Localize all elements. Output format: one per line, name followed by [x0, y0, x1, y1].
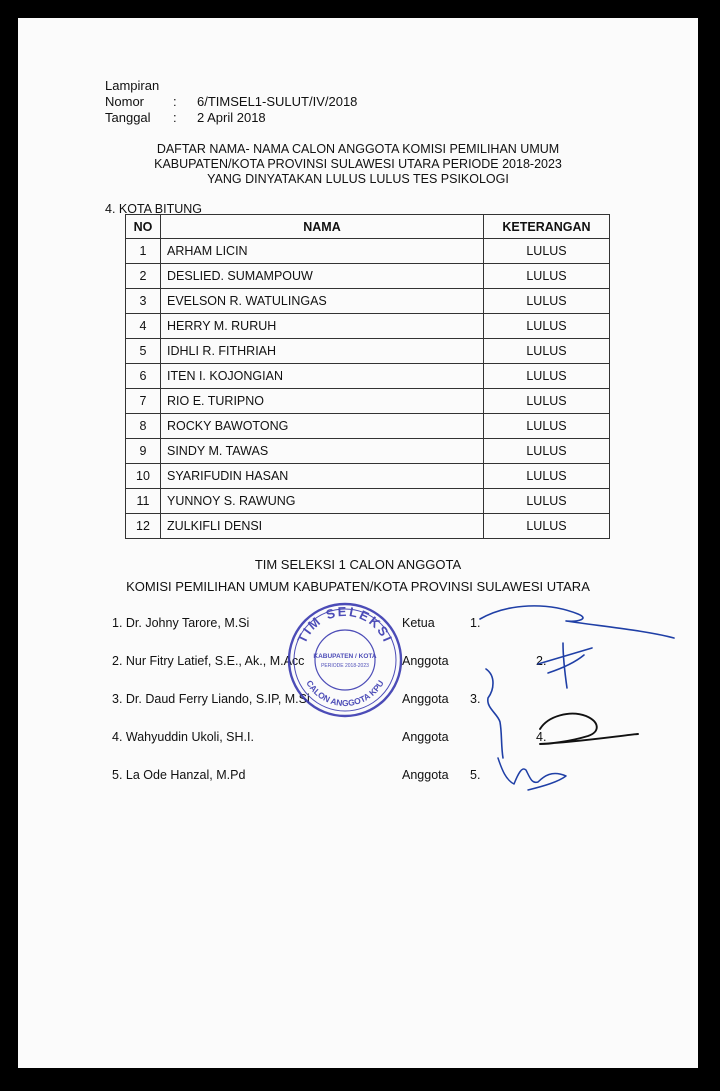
- member-name: 1. Dr. Johny Tarore, M.Si: [112, 616, 250, 630]
- svg-text:TIM SELEKSI: [294, 604, 396, 646]
- row-no: 11: [126, 489, 161, 514]
- signature-number: 5.: [470, 768, 481, 782]
- member-role: Anggota: [402, 654, 449, 668]
- stamp-center-line-1: KABUPATEN / KOTA: [313, 653, 377, 660]
- row-nama: IDHLI R. FITHRIAH: [161, 339, 484, 364]
- row-nama: ITEN I. KOJONGIAN: [161, 364, 484, 389]
- row-keterangan: LULUS: [484, 289, 610, 314]
- row-keterangan: LULUS: [484, 239, 610, 264]
- signature-1: [480, 606, 674, 638]
- row-no: 2: [126, 264, 161, 289]
- member-role: Anggota: [402, 730, 449, 744]
- row-no: 9: [126, 439, 161, 464]
- tanggal-value: 2 April 2018: [197, 110, 266, 125]
- header-no: NO: [126, 215, 161, 239]
- row-no: 10: [126, 464, 161, 489]
- signature-2: [538, 643, 592, 688]
- stamp-center-line-2: PERIODE 2018-2023: [321, 663, 369, 669]
- document-page: [18, 18, 698, 1068]
- team-heading-1: TIM SELEKSI 1 CALON ANGGOTA: [254, 557, 462, 572]
- stamp-top-text: TIM SELEKSI: [294, 603, 396, 646]
- row-no: 12: [126, 514, 161, 539]
- stamp-and-signatures: [18, 18, 698, 1068]
- row-nama: YUNNOY S. RAWUNG: [161, 489, 484, 514]
- member-name: 3. Dr. Daud Ferry Liando, S.IP, M.Si: [112, 692, 310, 706]
- row-no: 5: [126, 339, 161, 364]
- lampiran-label: Lampiran: [105, 78, 160, 93]
- row-keterangan: LULUS: [484, 389, 610, 414]
- signature-number: 1.: [470, 616, 481, 630]
- row-nama: DESLIED. SUMAMPOUW: [161, 264, 484, 289]
- signature-3: [486, 669, 503, 758]
- stamp-bottom-text: CALON ANGGOTA KPU: [304, 678, 386, 708]
- row-nama: EVELSON R. WATULINGAS: [161, 289, 484, 314]
- row-keterangan: LULUS: [484, 514, 610, 539]
- signature-5: [498, 758, 566, 790]
- row-keterangan: LULUS: [484, 264, 610, 289]
- team-heading-2: KOMISI PEMILIHAN UMUM KABUPATEN/KOTA PROVINSI SULAWESI UTARA: [126, 579, 590, 594]
- nomor-value: 6/TIMSEL1-SULUT/IV/2018: [197, 94, 358, 109]
- row-nama: ZULKIFLI DENSI: [161, 514, 484, 539]
- row-nama: SYARIFUDIN HASAN: [161, 464, 484, 489]
- signature-number: 3.: [470, 692, 481, 706]
- signature-4: [540, 714, 638, 744]
- row-no: 3: [126, 289, 161, 314]
- member-role: Anggota: [402, 768, 449, 782]
- member-name: 5. La Ode Hanzal, M.Pd: [112, 768, 246, 782]
- row-keterangan: LULUS: [484, 464, 610, 489]
- row-nama: ROCKY BAWOTONG: [161, 414, 484, 439]
- row-keterangan: LULUS: [484, 489, 610, 514]
- document-title-line-3: YANG DINYATAKAN LULUS LULUS TES PSIKOLOGI: [207, 172, 509, 186]
- row-keterangan: LULUS: [484, 339, 610, 364]
- row-nama: ARHAM LICIN: [161, 239, 484, 264]
- row-no: 7: [126, 389, 161, 414]
- row-keterangan: LULUS: [484, 314, 610, 339]
- row-nama: RIO E. TURIPNO: [161, 389, 484, 414]
- row-no: 1: [126, 239, 161, 264]
- tanggal-label: Tanggal: [105, 110, 151, 125]
- member-name: 2. Nur Fitry Latief, S.E., Ak., M.Acc: [112, 654, 305, 668]
- row-nama: SINDY M. TAWAS: [161, 439, 484, 464]
- row-keterangan: LULUS: [484, 364, 610, 389]
- svg-text:CALON ANGGOTA KPU: [304, 678, 385, 708]
- row-nama: HERRY M. RURUH: [161, 314, 484, 339]
- row-no: 8: [126, 414, 161, 439]
- signature-number: 2.: [536, 654, 547, 668]
- row-no: 6: [126, 364, 161, 389]
- member-name: 4. Wahyuddin Ukoli, SH.I.: [112, 730, 254, 744]
- header-keterangan: KETERANGAN: [484, 215, 610, 239]
- nomor-colon: :: [173, 94, 177, 109]
- member-role: Ketua: [402, 616, 435, 630]
- document-title-line-2: KABUPATEN/KOTA PROVINSI SULAWESI UTARA PERIODE 2018-2023: [154, 157, 562, 171]
- member-role: Anggota: [402, 692, 449, 706]
- row-no: 4: [126, 314, 161, 339]
- document-title-line-1: DAFTAR NAMA- NAMA CALON ANGGOTA KOMISI PEMILIHAN UMUM: [156, 142, 560, 156]
- header-nama: NAMA: [161, 215, 484, 239]
- official-stamp: [289, 604, 401, 716]
- nomor-label: Nomor: [105, 94, 145, 109]
- row-keterangan: LULUS: [484, 414, 610, 439]
- section-label: 4. KOTA BITUNG: [105, 202, 203, 216]
- signature-number: 4.: [536, 730, 547, 744]
- tanggal-colon: :: [173, 110, 177, 125]
- row-keterangan: LULUS: [484, 439, 610, 464]
